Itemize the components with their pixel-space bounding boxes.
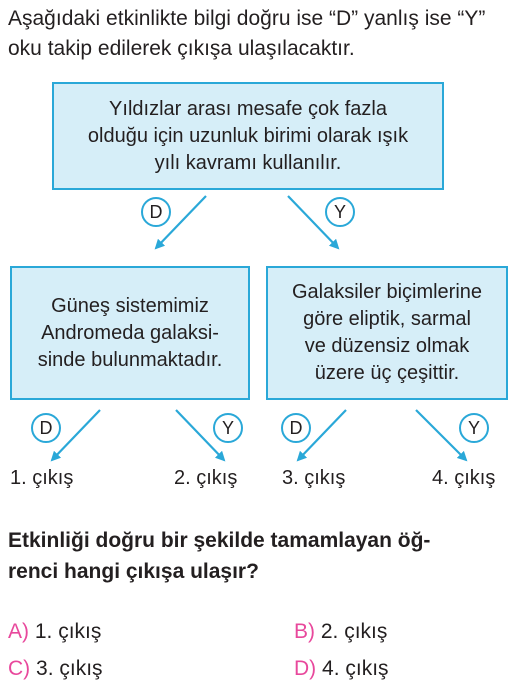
exit-4: 4. çıkış — [432, 467, 496, 489]
option-a[interactable] — [8, 620, 101, 644]
option-c-letter: C) — [8, 657, 31, 680]
option-b[interactable] — [294, 620, 387, 644]
exit-2: 2. çıkış — [174, 467, 238, 489]
option-a-text: 1. çıkış — [34, 620, 102, 643]
statement-left-text: Güneş sistemimiz Andromeda galaksi- sinde bulunmaktadır. — [37, 294, 223, 371]
option-d[interactable] — [294, 657, 389, 681]
label-right-d: D — [289, 418, 303, 438]
label-left-d: D — [39, 418, 53, 438]
statement-top-text: Yıldızlar arası mesafe çok fazla olduğu için uzunluk birimi olarak ışık yılı kavramı kullanılır. — [87, 97, 409, 174]
label-top-d: D — [149, 202, 163, 222]
label-top-y: Y — [333, 202, 347, 222]
option-c-text: 3. çıkış — [36, 657, 103, 680]
label-right-y: Y — [467, 418, 481, 438]
label-left-y: Y — [221, 418, 235, 438]
option-c[interactable] — [8, 657, 103, 681]
option-b-text: 2. çıkış — [320, 620, 388, 643]
question-text: Etkinliği doğru bir şekilde tamamlayan öğ- renci hangi çıkışa ulaşır? — [8, 529, 431, 583]
arrow-right-y — [416, 410, 466, 460]
exit-3: 3. çıkış — [282, 467, 346, 489]
statement-right-text: Galaksiler biçimlerine göre eliptik, sarmal ve düzensiz olmak üzere üç çeşittir. — [291, 281, 483, 384]
intro-text: Aşağıdaki etkinlikte bilgi doğru ise “D” yanlış ise “Y” oku takip edilerek çıkışa ulaşılacaktır. — [8, 7, 486, 60]
option-d-text: 4. çıkış — [322, 657, 389, 680]
option-d-letter: D) — [294, 657, 317, 680]
exit-1: 1. çıkış — [10, 467, 74, 489]
option-a-letter: A) — [8, 620, 29, 643]
option-b-letter: B) — [294, 620, 315, 643]
